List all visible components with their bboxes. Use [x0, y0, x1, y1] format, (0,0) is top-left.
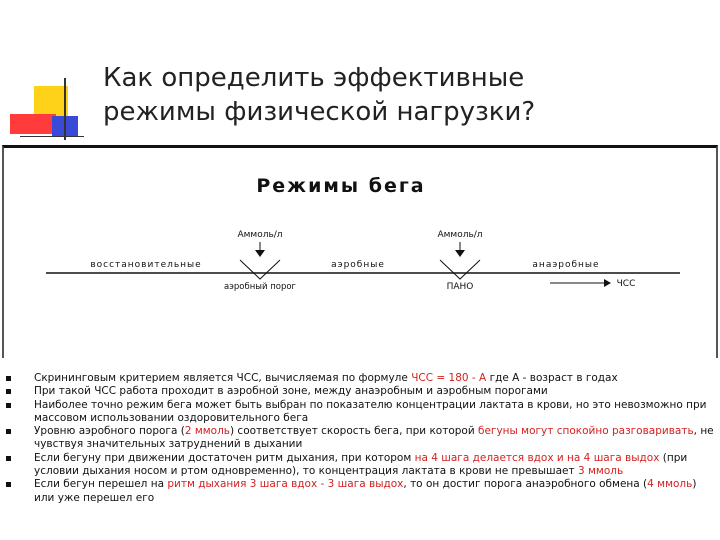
slide-title-line-1: Как определить эффективные	[103, 63, 525, 93]
bullet-item-4	[0, 452, 720, 479]
arrow-right-head	[455, 250, 465, 257]
bullet-icon	[6, 429, 11, 434]
decor-red-block	[10, 114, 56, 134]
text-segment: , то он достиг порога анаэробного обмена (	[403, 478, 648, 491]
lactate-label-right: Аммоль/л	[437, 230, 483, 240]
zone-recovery-label: восстановительные	[90, 260, 202, 270]
zone-aerobic-label: аэробные	[331, 260, 385, 270]
bullet-text	[34, 425, 714, 450]
lactate-label-left: Аммоль/л	[237, 230, 283, 240]
text-segment: ) или уже перешел его	[34, 478, 697, 504]
arrow-left-head	[255, 250, 265, 257]
bullet-item-3	[0, 425, 720, 452]
slide-title-line-2: режимы физической нагрузки?	[103, 97, 536, 127]
text-segment: Если бегун перешел на	[34, 478, 168, 491]
running-modes-diagram	[2, 145, 718, 358]
diagram-heading: Режимы бега	[256, 175, 426, 197]
decor-vertical-line	[64, 78, 66, 140]
bullet-icon	[6, 482, 11, 487]
bullet-text	[34, 478, 696, 503]
text-segment: (при условии дыхания носом и ртом одновременно), то концентрация лактата в крови не превышает	[34, 451, 688, 478]
highlighted-text: на 4 шага делается вдох и на 4 шага выдох	[414, 451, 660, 464]
text-segment: ) соответствует скорость бега, при которой	[230, 425, 478, 438]
bullet-icon	[6, 456, 11, 461]
bullet-item-5	[0, 478, 720, 505]
highlighted-text: 3 ммоль	[577, 465, 624, 478]
text-segment: Если бегуну при движении достаточен ритм дыхания, при котором	[34, 451, 415, 464]
threshold-marker-right	[440, 260, 480, 279]
heart-rate-axis-label: ЧСС	[616, 279, 636, 289]
bullet-item-1	[0, 385, 720, 398]
text-segment: , не чувствуя значительных затруднений в дыхании	[34, 425, 714, 451]
diagram-canvas	[4, 148, 716, 358]
text-segment: где А - возраст в годах	[486, 372, 618, 384]
text-segment: Скрининговым критерием является ЧСС, вычисляемая по формуле	[34, 372, 412, 384]
aerobic-threshold-label: аэробный порог	[223, 282, 297, 292]
highlighted-text: бегуны могут спокойно разговаривать	[478, 425, 694, 438]
bullet-text	[34, 452, 687, 477]
highlighted-text: 4 ммоль	[647, 478, 693, 491]
bullet-item-2	[0, 399, 720, 426]
text-segment: При такой ЧСС работа проходит в аэробной зоне, между анаэробным и аэробным порогами	[34, 385, 548, 398]
threshold-marker-left	[240, 260, 280, 279]
bullet-icon	[6, 389, 11, 394]
decor-yellow-block	[34, 86, 68, 116]
highlighted-text: 2 ммоль	[184, 425, 230, 438]
bullet-text	[34, 399, 706, 424]
text-segment: Наиболее точно режим бега может быть выбран по показателю концентрации лактата в крови, но это невозможно при массовом использовании оздоровительного бега	[34, 398, 707, 424]
slide-title	[103, 61, 663, 129]
bullet-list	[0, 372, 720, 505]
highlighted-text: ритм дыхания 3 шага вдох - 3 шага выдох	[167, 478, 404, 491]
bullet-text	[34, 372, 618, 384]
zone-anaerobic-label: анаэробные	[532, 260, 600, 270]
decor-horizontal-line	[20, 136, 84, 137]
bullet-item-0	[0, 372, 720, 385]
anaerobic-threshold-label: ПАНО	[446, 282, 474, 292]
text-segment: Уровню аэробного порога (	[34, 425, 185, 438]
heart-rate-arrow-head	[604, 279, 611, 287]
bullet-icon	[6, 403, 11, 408]
bullet-text	[34, 385, 548, 397]
highlighted-text: ЧСС = 180 - А	[411, 372, 487, 384]
bullet-icon	[6, 376, 11, 381]
